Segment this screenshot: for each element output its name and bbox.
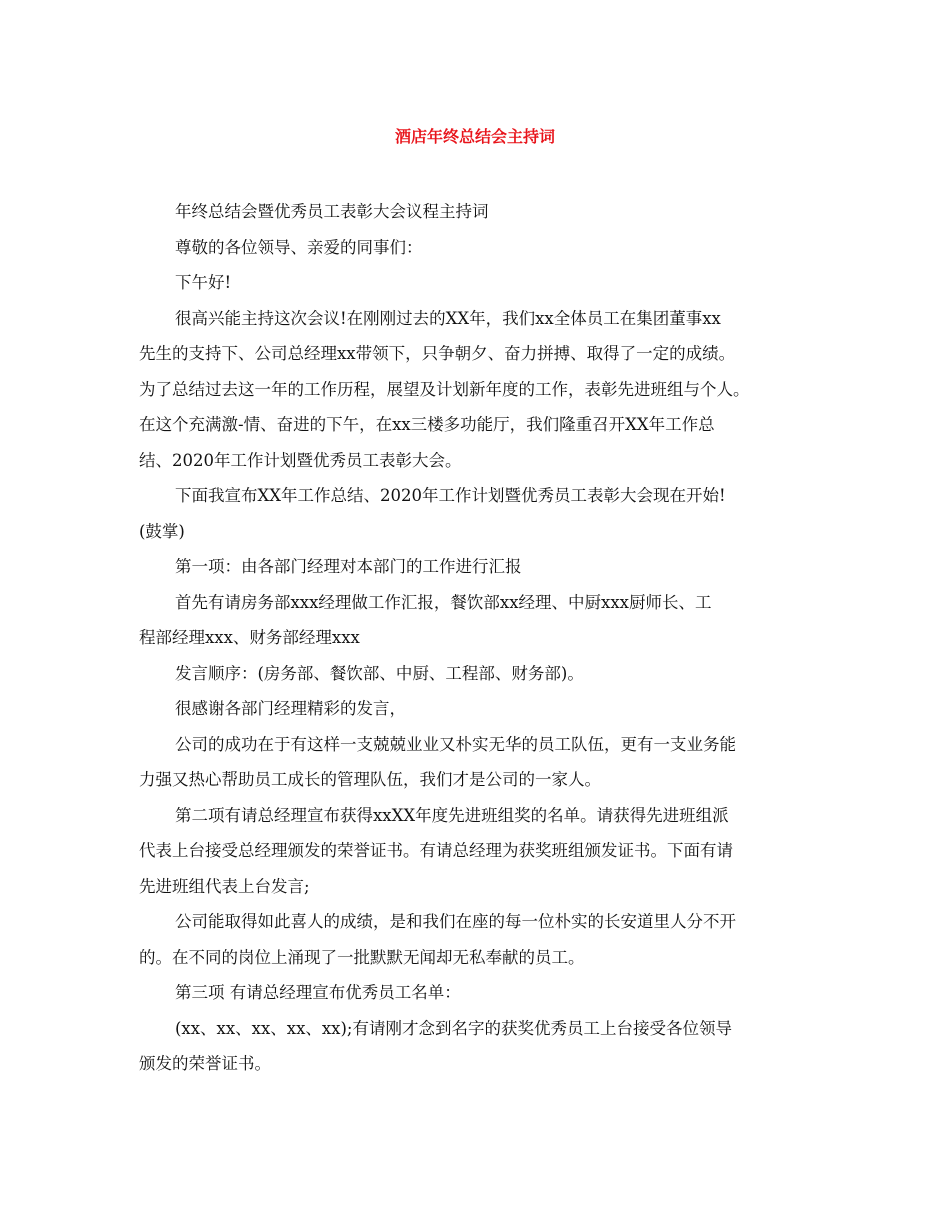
paragraph-salutation: 尊敬的各位领导、亲爱的同事们： xyxy=(175,237,423,257)
paragraph-achievement: 公司能取得如此喜人的成绩，是和我们在座的每一位朴实的长安道里人分不开 的。在不同的岗位上涌现了一批默默无闻却无私奉献的员工。 xyxy=(139,912,736,967)
document-title: 酒店年终总结会主持词 xyxy=(394,127,555,146)
paragraph-agenda-heading: 年终总结会暨优秀员工表彰大会议程主持词 xyxy=(175,202,489,221)
paragraph-greeting: 下午好! xyxy=(175,273,232,292)
paragraph-report-invitation: 首先有请房务部xxx经理做工作汇报，餐饮部xx经理、中厨xxx厨师长、工 程部经理xxx、财务部经理xxx xyxy=(139,592,712,647)
paragraph-announcement: 下面我宣布XX年工作总结、2020年工作计划暨优秀员工表彰大会现在开始! (鼓掌) xyxy=(139,486,726,541)
document-body xyxy=(139,194,809,1082)
paragraph-award-names: (xx、xx、xx、xx、xx);有请刚才念到名字的获奖优秀员工上台接受各位领导 颁发的荣誉证书。 xyxy=(139,1018,732,1073)
paragraph-item-one: 第一项：由各部门经理对本部门的工作进行汇报 xyxy=(175,557,522,576)
paragraph-speaking-order: 发言顺序：(房务部、餐饮部、中厨、工程部、财务部)。 xyxy=(175,663,584,683)
paragraph-item-three: 第三项 有请总经理宣布优秀员工名单： xyxy=(175,983,461,1002)
paragraph-company-success: 公司的成功在于有这样一支兢兢业业又朴实无华的员工队伍，更有一支业务能 力强又热心帮助员工成长的管理队伍，我们才是公司的一家人。 xyxy=(139,734,736,789)
paragraph-opening: 很高兴能主持这次会议!在刚刚过去的XX年，我们xx全体员工在集团董事xx 先生的支持下、公司总经理xx带领下，只争朝夕、奋力拼搏、取得了一定的成绩。 为了总结过去这一年的工作历程，展望及计划新年度的工作，表彰先进班组与个人。 在这个充满激-情、奋进的下午，在xx三楼多功能厅，我们隆重召开XX年工作总 结、2020年工作计划暨优秀员工表彰大会。 xyxy=(139,308,750,470)
paragraph-thanks: 很感谢各部门经理精彩的发言， xyxy=(175,699,406,718)
paragraph-item-two: 第二项有请总经理宣布获得xxXX年度先进班组奖的名单。请获得先进班组派 代表上台接受总经理颁发的荣誉证书。有请总经理为获奖班组颁发证书。下面有请 先进班组代表上台发言; xyxy=(139,805,733,896)
